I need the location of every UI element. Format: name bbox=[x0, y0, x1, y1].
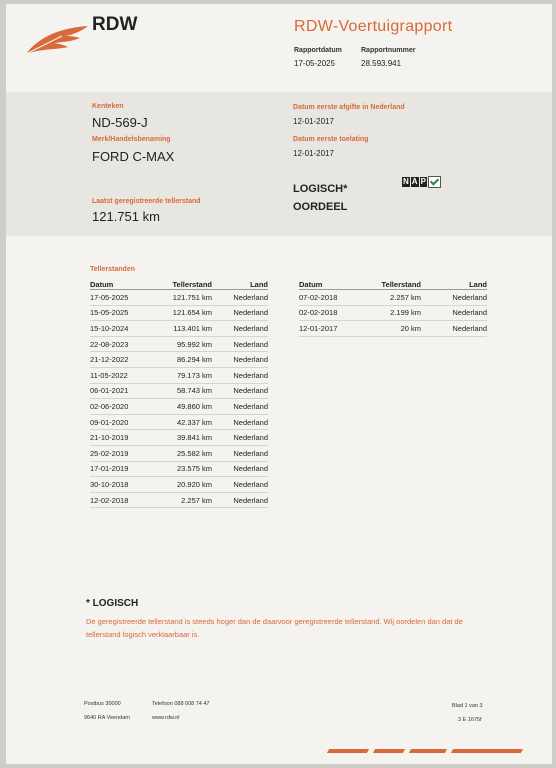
cell-reading: 20.920 km bbox=[176, 479, 212, 489]
decor-stripe bbox=[373, 749, 405, 753]
col-reading-header: Tellerstand bbox=[381, 280, 421, 289]
decor-stripe bbox=[409, 749, 447, 753]
col-country-header: Land bbox=[469, 280, 487, 289]
nap-letter: N bbox=[403, 177, 409, 186]
table-row bbox=[90, 399, 268, 415]
table-row bbox=[299, 321, 487, 337]
footer-code: 3 E 1675f bbox=[458, 717, 482, 723]
report-sheet bbox=[6, 4, 552, 764]
footer-postbus: Postbus 30000 bbox=[84, 701, 121, 707]
table-row bbox=[90, 430, 268, 446]
odometer-label: Laatst geregistreerde tellerstand bbox=[92, 198, 201, 205]
cell-country: Nederland bbox=[233, 464, 268, 474]
cell-date: 25-02-2019 bbox=[90, 448, 129, 458]
cell-date: 12-01-2017 bbox=[299, 323, 338, 333]
cell-date: 21-12-2022 bbox=[90, 355, 129, 365]
table-row bbox=[90, 337, 268, 353]
table-body bbox=[90, 290, 268, 508]
cell-country: Nederland bbox=[233, 479, 268, 489]
cell-date: 15-05-2025 bbox=[90, 308, 129, 318]
footer-phone: Telefoon 088 008 74 47 bbox=[152, 701, 210, 707]
note-title: * LOGISCH bbox=[86, 598, 139, 609]
nap-letter: A bbox=[411, 177, 418, 186]
cell-country: Nederland bbox=[233, 323, 268, 333]
cell-reading: 2.257 km bbox=[390, 292, 421, 302]
verdict-line-1: LOGISCH* bbox=[293, 183, 348, 195]
cell-reading: 23.575 km bbox=[176, 464, 212, 474]
verdict-line-2: OORDEEL bbox=[293, 201, 348, 213]
cell-date: 12-02-2018 bbox=[90, 495, 129, 505]
first-issue-nl-label: Datum eerste afgifte in Nederland bbox=[293, 104, 405, 111]
table-row bbox=[90, 462, 268, 478]
nap-letter: P bbox=[420, 177, 426, 186]
footer-page: Blad 1 van 3 bbox=[452, 703, 483, 709]
cell-reading: 39.841 km bbox=[176, 433, 212, 443]
cell-reading: 25.582 km bbox=[176, 448, 212, 458]
cell-reading: 20 km bbox=[400, 323, 421, 333]
table-row bbox=[90, 446, 268, 462]
cell-country: Nederland bbox=[233, 355, 268, 365]
cell-country: Nederland bbox=[233, 292, 268, 302]
table-row bbox=[90, 306, 268, 322]
cell-reading: 2.257 km bbox=[181, 495, 212, 505]
cell-date: 17-05-2025 bbox=[90, 292, 129, 302]
table-row bbox=[90, 368, 268, 384]
cell-reading: 2.199 km bbox=[390, 308, 421, 318]
table-header bbox=[299, 277, 487, 290]
report-title: RDW-Voertuigrapport bbox=[294, 18, 453, 35]
cell-reading: 113.401 km bbox=[173, 323, 212, 333]
plate-label: Kenteken bbox=[92, 103, 124, 110]
rdw-logo-icon bbox=[22, 24, 90, 58]
vehicle-info-band bbox=[6, 92, 552, 236]
cell-country: Nederland bbox=[452, 292, 487, 302]
cell-country: Nederland bbox=[233, 308, 268, 318]
cell-country: Nederland bbox=[233, 495, 268, 505]
report-number-label: Rapportnummer bbox=[361, 47, 416, 54]
cell-country: Nederland bbox=[233, 448, 268, 458]
table-body bbox=[299, 290, 487, 337]
cell-country: Nederland bbox=[452, 323, 487, 333]
cell-date: 15-10-2024 bbox=[90, 323, 129, 333]
report-date-value: 17-05-2025 bbox=[294, 59, 335, 68]
cell-reading: 49.860 km bbox=[176, 401, 212, 411]
first-admission-value: 12-01-2017 bbox=[293, 149, 334, 158]
table-header bbox=[90, 277, 268, 290]
cell-date: 21-10-2019 bbox=[90, 433, 129, 443]
report-date-label: Rapportdatum bbox=[294, 47, 342, 54]
cell-reading: 121.654 km bbox=[172, 308, 212, 318]
checkmark-icon bbox=[428, 176, 441, 188]
nap-logo bbox=[402, 176, 441, 188]
cell-date: 09-01-2020 bbox=[90, 417, 129, 427]
first-admission-label: Datum eerste toelating bbox=[293, 136, 369, 143]
table-row bbox=[90, 290, 268, 306]
first-issue-nl-value: 12-01-2017 bbox=[293, 117, 334, 126]
table-row bbox=[90, 384, 268, 400]
table-row bbox=[90, 477, 268, 493]
col-reading-header: Tellerstand bbox=[172, 280, 212, 289]
note-text: De geregistreerde tellerstand is steeds hoger dan de daarvoor geregistreerde tellerstand. Wij oordelen dan dat de tellerstand logisch verklaarbaar is. bbox=[86, 617, 463, 639]
table-row bbox=[90, 493, 268, 509]
report-number-value: 28.593.941 bbox=[361, 59, 402, 68]
footer-address: 9640 RA Veendam bbox=[84, 715, 130, 721]
cell-date: 17-01-2019 bbox=[90, 464, 129, 474]
cell-reading: 79.173 km bbox=[176, 370, 212, 380]
cell-date: 06-01-2021 bbox=[90, 386, 129, 396]
cell-date: 11-05-2022 bbox=[90, 370, 128, 380]
cell-reading: 58.743 km bbox=[176, 386, 212, 396]
table-row bbox=[90, 415, 268, 431]
brand-name: RDW bbox=[92, 14, 138, 35]
footer-website: www.rdw.nl bbox=[152, 715, 180, 721]
cell-date: 07-02-2018 bbox=[299, 292, 338, 302]
cell-country: Nederland bbox=[233, 433, 268, 443]
cell-country: Nederland bbox=[233, 401, 268, 411]
cell-country: Nederland bbox=[233, 339, 268, 349]
brand-value: FORD C-MAX bbox=[92, 149, 175, 164]
cell-date: 30-10-2018 bbox=[90, 479, 129, 489]
col-country-header: Land bbox=[250, 280, 268, 289]
col-date-header: Datum bbox=[90, 280, 114, 289]
cell-date: 02-02-2018 bbox=[299, 308, 338, 318]
cell-country: Nederland bbox=[233, 370, 268, 380]
odometer-table-left bbox=[90, 277, 268, 508]
cell-date: 02-06-2020 bbox=[90, 401, 129, 411]
cell-reading: 86.294 km bbox=[176, 355, 212, 365]
plate-value: ND-569-J bbox=[92, 115, 148, 130]
odometer-history-title: Tellerstanden bbox=[90, 266, 135, 273]
table-row bbox=[90, 352, 268, 368]
cell-reading: 95.992 km bbox=[176, 339, 212, 349]
verdict bbox=[293, 180, 347, 216]
cell-country: Nederland bbox=[452, 308, 487, 318]
cell-country: Nederland bbox=[233, 417, 268, 427]
col-date-header: Datum bbox=[299, 280, 323, 289]
table-row bbox=[299, 290, 487, 306]
decor-stripe bbox=[451, 749, 523, 753]
odometer-table-right bbox=[299, 277, 487, 337]
odometer-value: 121.751 km bbox=[92, 209, 160, 224]
cell-reading: 121.751 km bbox=[172, 292, 212, 302]
table-row bbox=[299, 306, 487, 322]
cell-country: Nederland bbox=[233, 386, 268, 396]
decor-stripe bbox=[327, 749, 369, 753]
cell-date: 22-08-2023 bbox=[90, 339, 129, 349]
brand-label: Merk/Handelsbenaming bbox=[92, 136, 171, 143]
table-row bbox=[90, 321, 268, 337]
cell-reading: 42.337 km bbox=[176, 417, 212, 427]
